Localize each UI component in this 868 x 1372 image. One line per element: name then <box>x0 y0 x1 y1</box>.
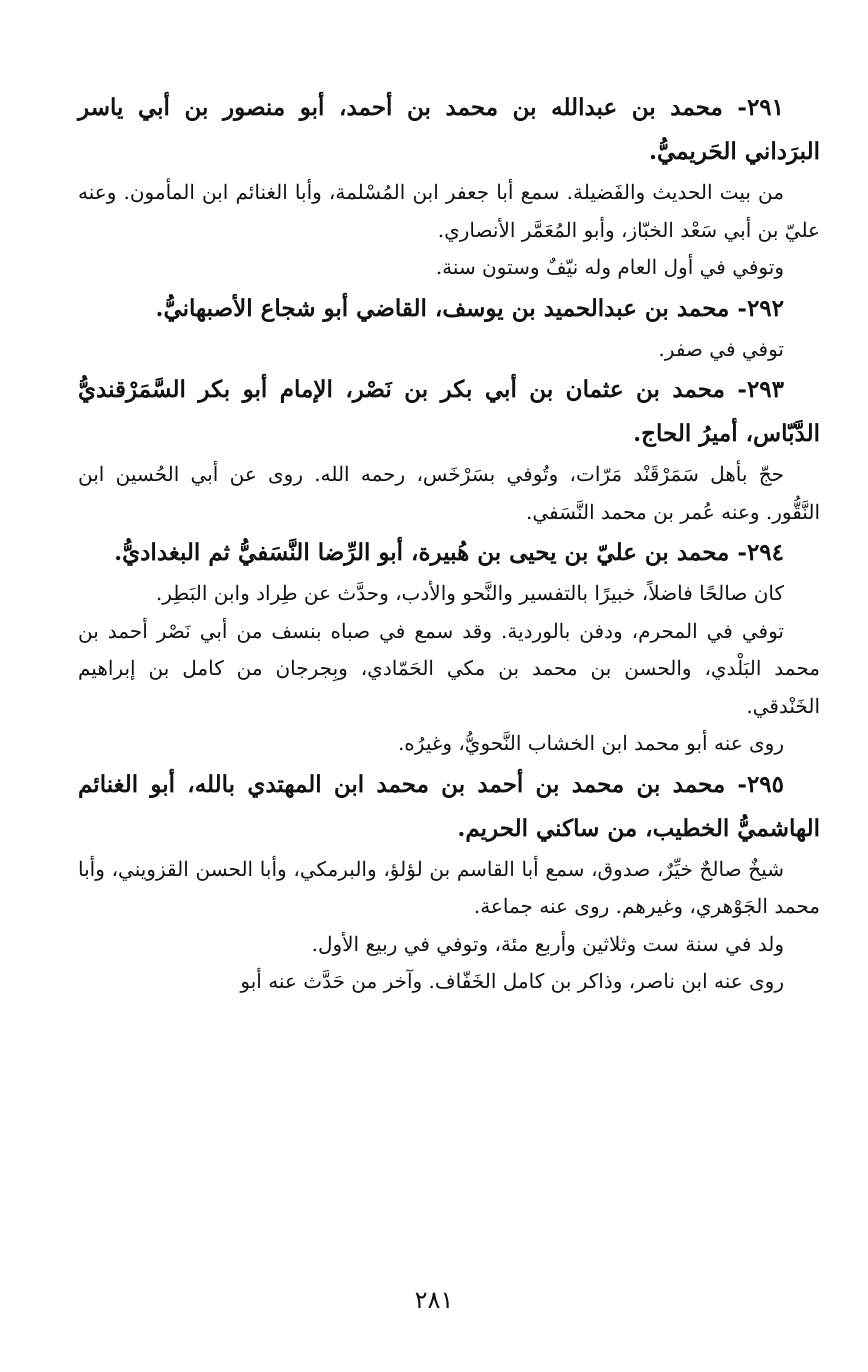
page-body <box>78 86 820 1001</box>
entry-292 <box>78 287 820 369</box>
entry-heading: ٢٩٥- محمد بن محمد بن أحمد بن محمد ابن المهتدي بالله، أبو الغنائم الهاشميُّ الخطيب، من ساكني الحريم. <box>78 770 820 842</box>
entry-heading: ٢٩٢- محمد بن عبدالحميد بن يوسف، القاضي أبو شجاع الأصبهانيُّ. <box>155 294 784 322</box>
entry-paragraph: ولد في سنة ست وثلاثين وأربع مئة، وتوفي في ربيع الأول. <box>311 931 784 956</box>
entry-paragraph: وتوفي في أول العام وله نيّفٌ وستون سنة. <box>435 255 784 279</box>
entry-paragraph: شيخٌ صالحٌ خيِّرٌ، صدوق، سمع أبا القاسم بن لؤلؤ، والبرمكي، وأبا الحسن القزويني، وأبا محمد الجَوْهري، وغيرهم. روى عنه جماعة. <box>78 856 820 918</box>
entry-paragraph: روى عنه أبو محمد ابن الخشاب النَّحويُّ، وغيرُه. <box>397 731 784 755</box>
entry-293 <box>78 368 820 531</box>
entry-heading: ٢٩٤- محمد بن عليّ بن يحيى بن هُبيرة، أبو الرِّضا النَّسَفيُّ ثم البغداديُّ. <box>114 539 784 566</box>
entry-291 <box>78 86 820 287</box>
entry-heading: ٢٩١- محمد بن عبدالله بن محمد بن أحمد، أبو منصور بن أبي ياسر البرَداني الحَريميُّ. <box>78 94 820 165</box>
page-number: ٢٨١ <box>414 1286 454 1314</box>
entry-heading: ٢٩٣- محمد بن عثمان بن أبي بكر بن نَصْر، الإمام أبو بكر السَّمَرْقنديُّ الدَّبّاس، أميرُ الحاج. <box>78 376 820 447</box>
entry-paragraph: حجّ بأهل سَمَرْقَنْد مَرّات، وتُوفي بسَرْخَس، رحمه الله. روى عن أبي الحُسين ابن النَّقُّور. وعنه عُمر بن محمد النَّسَفي. <box>78 462 820 524</box>
entry-paragraph: توفي في صفر. <box>658 336 784 361</box>
entry-paragraph: روى عنه ابن ناصر، وذاكر بن كامل الخَفّاف. وآخر من حَدَّث عنه أبو <box>240 969 784 993</box>
entry-294 <box>78 531 820 763</box>
entry-paragraph: من بيت الحديث والفَضيلة. سمع أبا جعفر ابن المُسْلمة، وأبا الغنائم ابن المأمون. وعنه عليّ بن أبي سَعْد الخبّاز، وأبو المُعَمَّر الأنصاري. <box>78 180 820 242</box>
entry-paragraph: توفي في المحرم، ودفن بالوردية. وقد سمع في صباه بنسف من أبي نَصْر أحمد بن محمد البَلْدي، والحسن بن محمد بن مكي الحَمّادي، وبِجرجان من كامل بن إبراهيم الخَنْدقي. <box>78 618 820 718</box>
entry-295 <box>78 763 820 1001</box>
entry-paragraph: كان صالحًا فاضلاً، خبيرًا بالتفسير والنَّحو والأدب، وحدَّث عن طِراد وابن البَطِر. <box>155 581 784 605</box>
